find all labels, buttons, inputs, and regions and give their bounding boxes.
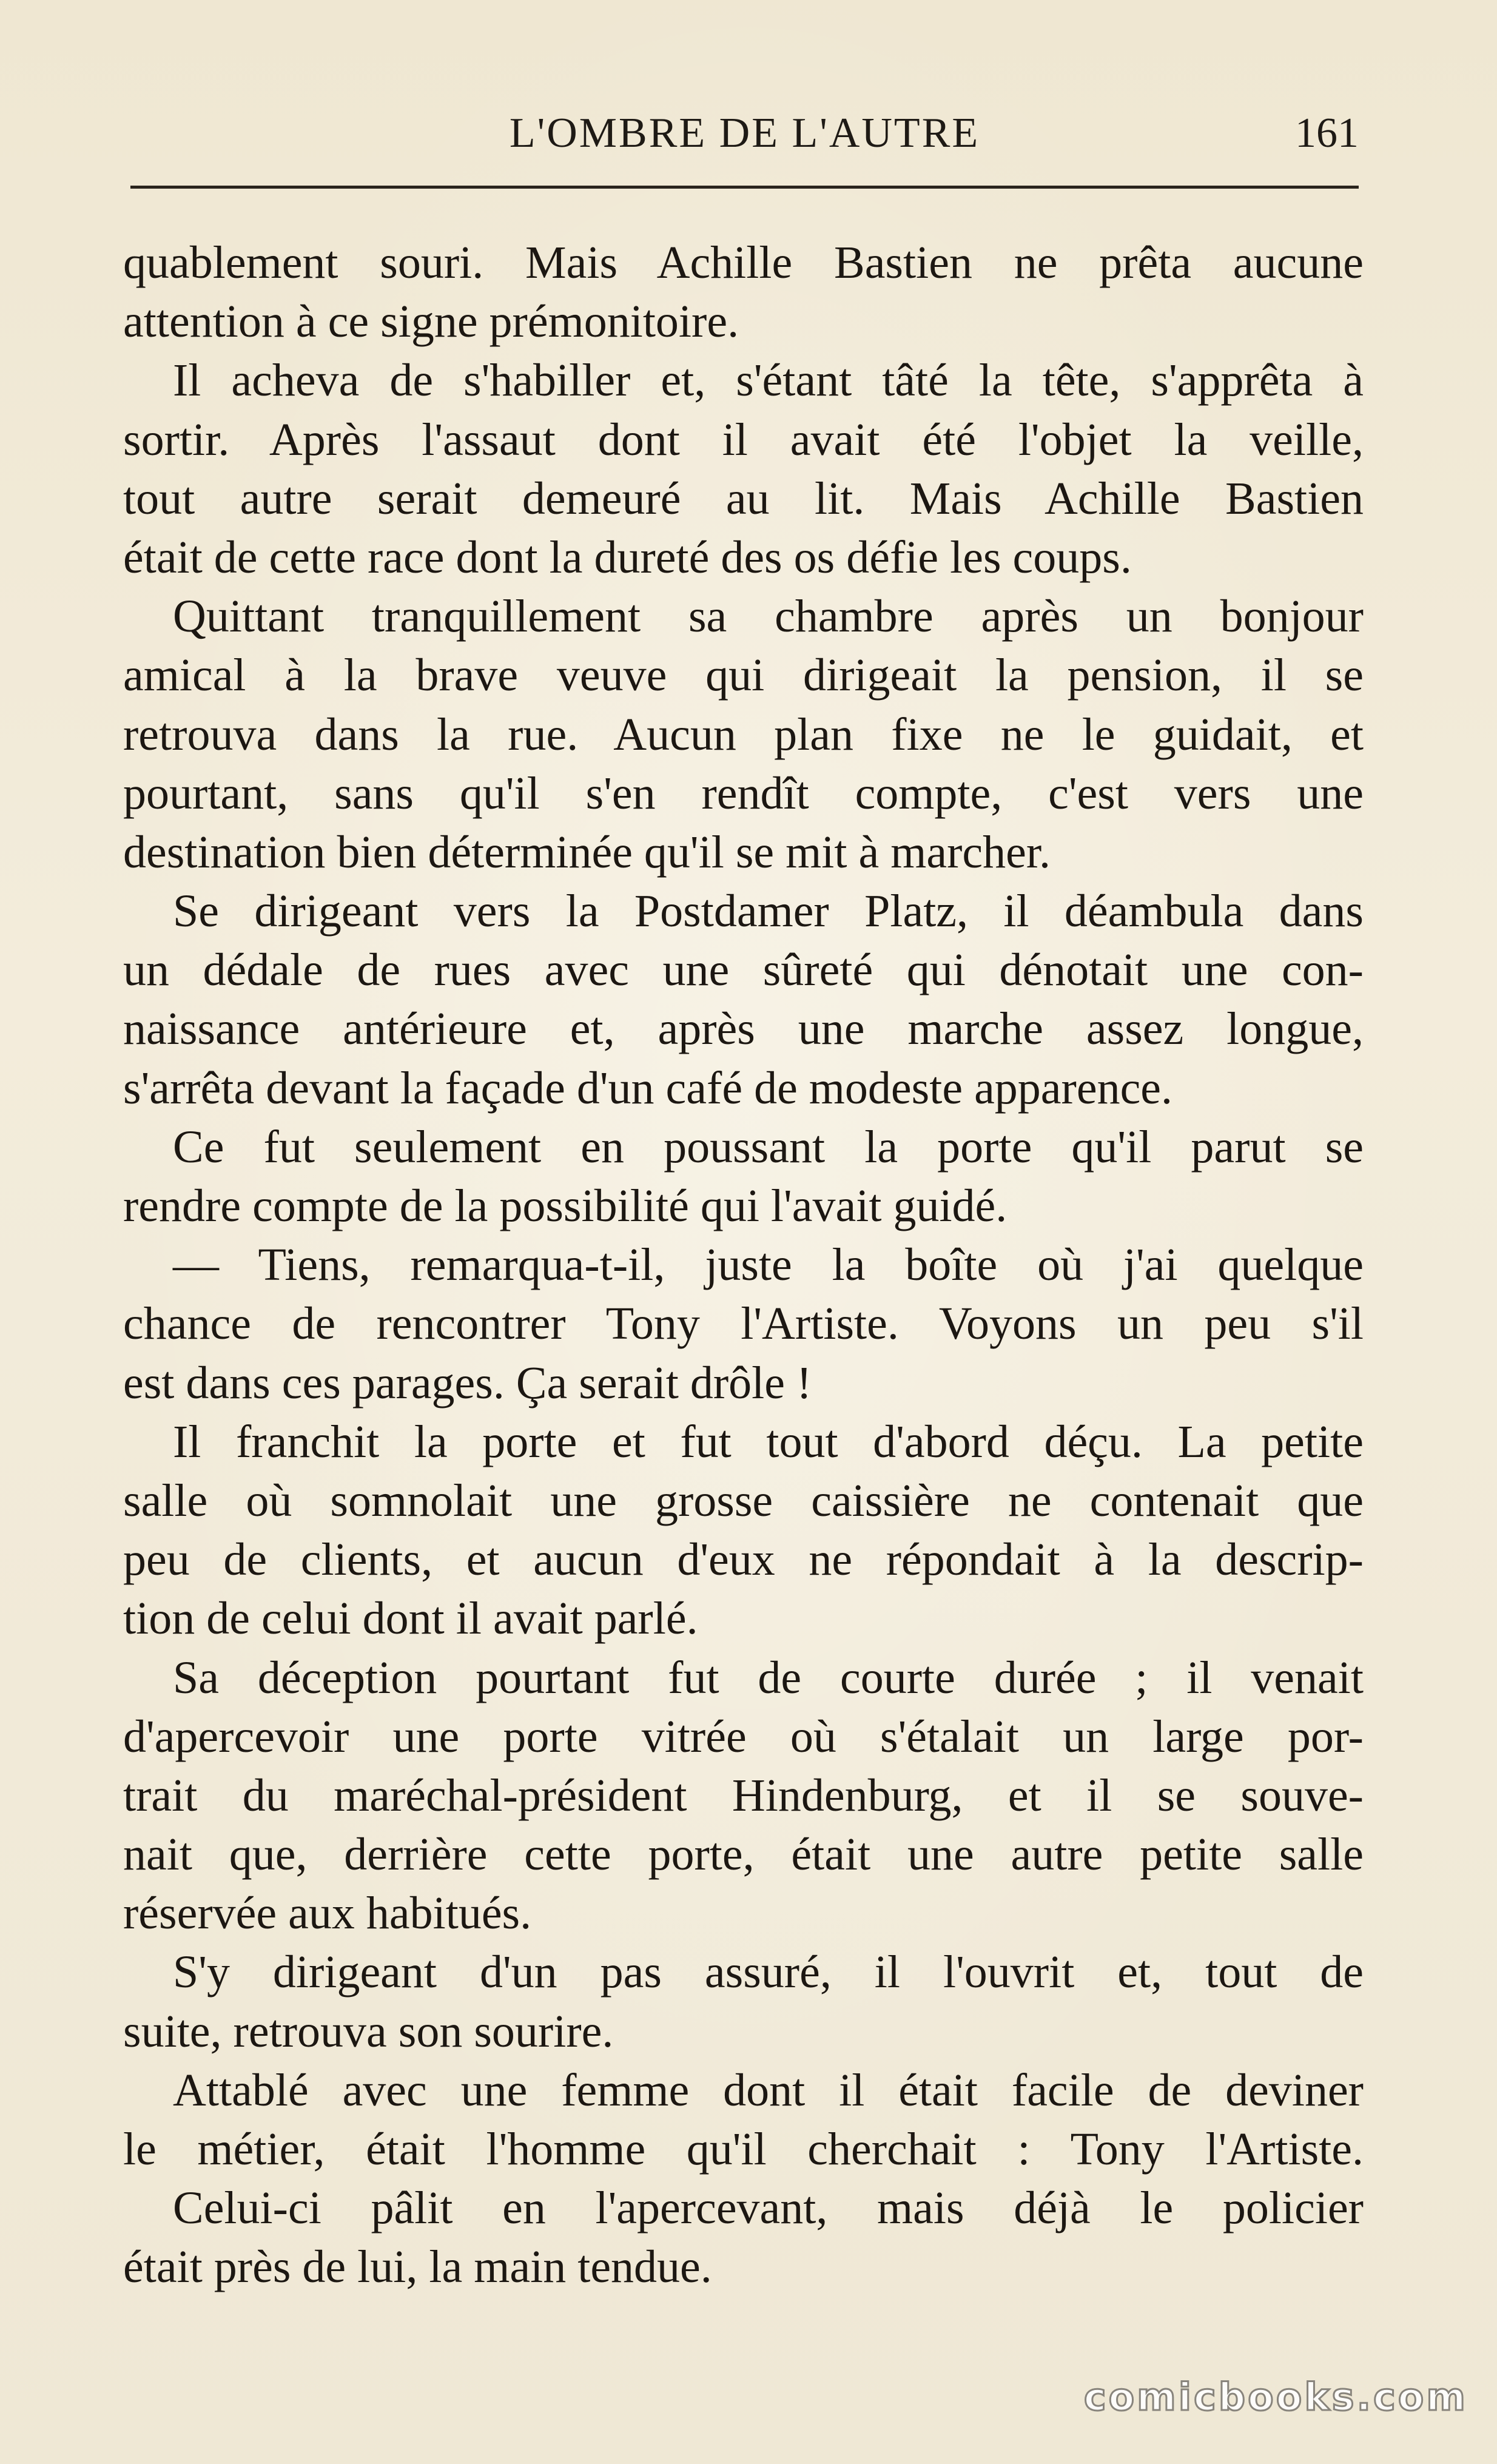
text-line: amical à la brave veuve qui dirigeait la pension, il se	[123, 650, 1364, 701]
text-line: sortir. Après l'assaut dont il avait été l'objet la veille,	[123, 414, 1364, 465]
text-line: suite, retrouva son sourire.	[123, 2005, 614, 2057]
text-line: Il acheva de s'habiller et, s'étant tâté la tête, s'apprêta à	[173, 355, 1364, 406]
text-line: retrouva dans la rue. Aucun plan fixe ne le guidait, et	[123, 709, 1364, 760]
text-line: Quittant tranquillement sa chambre après un bonjour	[173, 591, 1364, 642]
text-line: un dédale de rues avec une sûreté qui dénotait une con-	[123, 944, 1364, 996]
text-line: Sa déception pourtant fut de courte durée ; il venait	[173, 1652, 1364, 1703]
text-line: Celui-ci pâlit en l'apercevant, mais déjà le policier	[173, 2183, 1364, 2234]
text-line: attention à ce signe prémonitoire.	[123, 296, 739, 348]
header-rule	[130, 186, 1359, 189]
text-line: quablement souri. Mais Achille Bastien ne prêta aucune	[123, 237, 1364, 288]
text-line: rendre compte de la possibilité qui l'avait guidé.	[123, 1180, 1008, 1231]
text-line: S'y dirigeant d'un pas assuré, il l'ouvrit et, tout de	[173, 1947, 1364, 1998]
page-number: 161	[1295, 110, 1359, 157]
text-line: pourtant, sans qu'il s'en rendît compte, c'est vers une	[123, 767, 1364, 819]
text-line: Il franchit la porte et fut tout d'abord déçu. La petite	[173, 1416, 1364, 1467]
text-line: d'apercevoir une porte vitrée où s'étalait un large por-	[123, 1711, 1364, 1762]
running-title: L'OMBRE DE L'AUTRE	[509, 110, 980, 157]
text-line: peu de clients, et aucun d'eux ne répondait à la descrip-	[123, 1534, 1364, 1586]
text-line: destination bien déterminée qu'il se mit à marcher.	[123, 826, 1051, 878]
text-line: était près de lui, la main tendue.	[123, 2241, 712, 2293]
text-line: trait du maréchal-président Hindenburg, et il se souve-	[123, 1769, 1364, 1821]
text-line: réservée aux habitués.	[123, 1888, 532, 1939]
text-line: salle où somnolait une grosse caissière ne contenait que	[123, 1475, 1364, 1526]
text-line: — Tiens, remarqua-t-il, juste la boîte où j'ai quelque	[173, 1239, 1364, 1291]
watermark-text: comicbooks.com	[1083, 2375, 1468, 2419]
text-line: est dans ces parages. Ça serait drôle !	[123, 1357, 812, 1409]
text-line: tion de celui dont il avait parlé.	[123, 1593, 698, 1644]
text-line: s'arrêta devant la façade d'un café de modeste apparence.	[123, 1062, 1173, 1114]
text-line: Attablé avec une femme dont il était facile de deviner	[173, 2064, 1364, 2116]
text-line: naissance antérieure et, après une marche assez longue,	[123, 1003, 1364, 1055]
text-line: était de cette race dont la dureté des os défie les coups.	[123, 531, 1132, 583]
text-line: tout autre serait demeuré au lit. Mais Achille Bastien	[123, 473, 1364, 524]
text-line: nait que, derrière cette porte, était une autre petite salle	[123, 1829, 1364, 1880]
running-head	[130, 103, 1359, 176]
text-line: le métier, était l'homme qu'il cherchait : Tony l'Artiste.	[123, 2124, 1364, 2175]
text-line: chance de rencontrer Tony l'Artiste. Voyons un peu s'il	[123, 1298, 1364, 1350]
body-text	[123, 234, 1364, 2297]
text-line: Se dirigeant vers la Postdamer Platz, il déambula dans	[173, 886, 1364, 937]
text-line: Ce fut seulement en poussant la porte qu'il parut se	[173, 1121, 1364, 1173]
